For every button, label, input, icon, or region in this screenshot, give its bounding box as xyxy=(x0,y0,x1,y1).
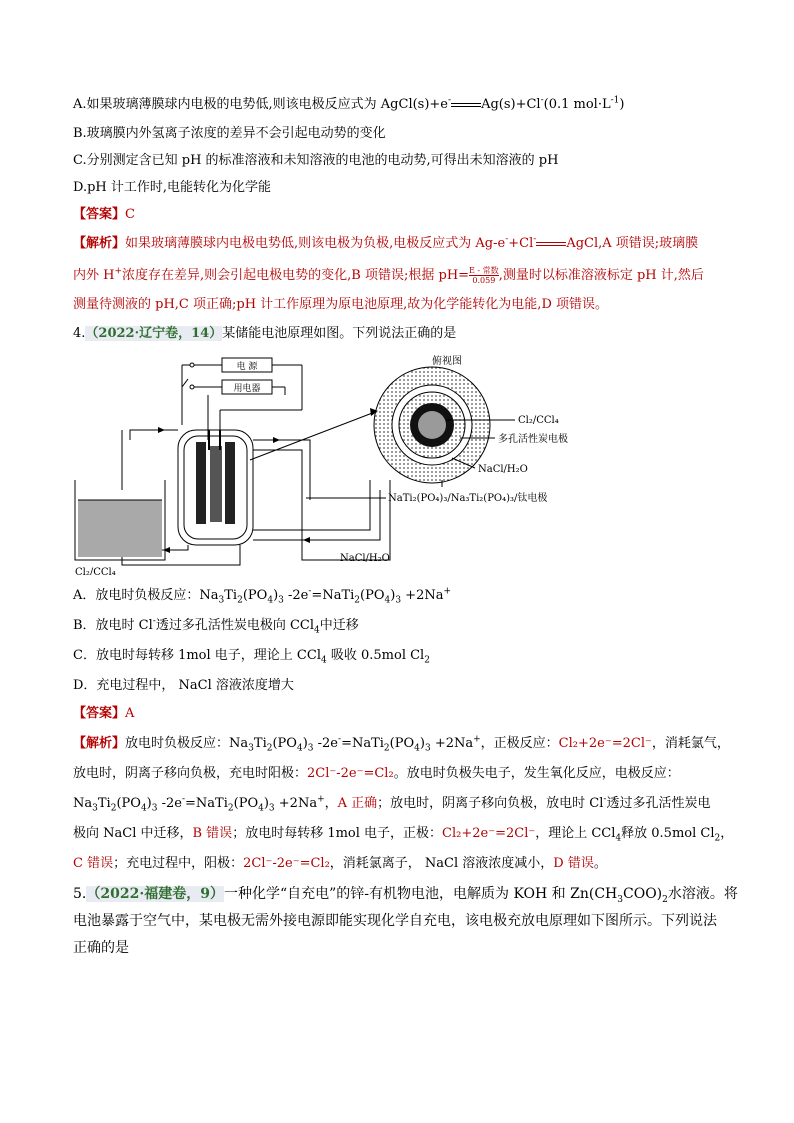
q4-analysis-line-2 xyxy=(73,765,680,783)
q4-analysis-5-a: C 错误 xyxy=(73,856,114,871)
q5-stem-line-3: 正确的是 xyxy=(73,940,129,956)
q4-analysis-line-3: $Na_3Ti_2(PO_4)_3$ $-2e^-=NaTi_2(PO_4)_3 +2Na^+$，A 正确；放电时，阴离子移向负极，放电时 Cl-透过多孔活性炭电 xyxy=(73,794,711,814)
q4-analysis-1-mid: ，正极反应： xyxy=(480,736,559,751)
q4-analysis-5-c: ，消耗氯离子， NaCl 溶液浓度减小， xyxy=(329,856,554,871)
q4-option-c-a: C．放电时每转移 1mol 电子，理论上 CCl xyxy=(73,648,321,663)
q3-answer xyxy=(73,206,135,224)
q4-analysis-4-a: 极向 NaCl 中迁移， xyxy=(73,826,193,841)
q4-stem-text: 某储能电池原理如图。下列说法正确的是 xyxy=(222,326,457,341)
q4-analysis-3-mid: ， xyxy=(324,796,338,811)
q4-analysis-4-red: Cl₂+2e⁻=2Cl⁻ xyxy=(442,826,536,841)
q4-analysis-2-red: 2Cl⁻-2e⁻=Cl₂ xyxy=(307,766,394,781)
q3-answer-value: C xyxy=(125,207,135,222)
q5-source: （2022·福建卷，9） xyxy=(86,886,224,902)
q4-analysis-5-d: D 错误 xyxy=(553,856,594,871)
right-beaker xyxy=(302,480,390,560)
right-beaker-label: NaCl/H₂O xyxy=(340,553,390,564)
power-label: 电 源 xyxy=(236,362,258,372)
q4-analysis-2-pre: 放电时，阴离子移向负极，充电时阳极： xyxy=(73,766,308,781)
appliance-label: 用电器 xyxy=(233,384,261,394)
q3-option-d: D.pH 计工作时,电能转化为化学能 xyxy=(73,180,272,195)
nacl-label: NaCl/H₂O xyxy=(478,464,528,475)
q4-option-a-text: A．放电时负极反应： xyxy=(73,588,200,603)
q4-analysis-3-end: ；放电时，阴离子移向负极，放电时 Cl xyxy=(377,796,604,811)
cell xyxy=(178,430,253,545)
fraction-numerator: E - 常数 xyxy=(469,266,499,275)
q3-analysis-1a: 如果玻璃薄膜球内电极电势低,则该电极为负极,电极反应式为 Ag-e xyxy=(125,236,506,251)
q4-analysis-line-4: 极向 NaCl 中迁移，B 错误；放电时每转移 1mol 电子，正极：Cl₂+2e⁻=2Cl⁻，理论上 CCl$_4$释放 0.5mol $Cl_2$， xyxy=(73,826,734,844)
q4-analysis-4-e: 释放 0.5mol Cl xyxy=(621,826,715,841)
carbon-electrode-label: 多孔活性炭电极 xyxy=(498,434,568,445)
analysis-tag: 【解析】 xyxy=(73,736,126,751)
left-beaker-label: Cl₂/CCl₄ xyxy=(75,567,116,575)
q3-option-a: A.如果玻璃薄膜球内电极的电势低,则该电极反应式为 AgCl(s)+e- Ag(s)+Cl-(0.1 $mol\cdot L^{-1}$) xyxy=(73,95,625,112)
q4-analysis-line-1: 【解析】放电时负极反应：$Na_3Ti_2(PO_4)_3$ $-2e^-=NaTi_2(PO_4)_3 +2Na^+$，正极反应：Cl₂+2e⁻=2Cl⁻，消耗氯气， xyxy=(73,734,730,754)
q4-analysis-3-end2: 透过多孔活性炭电 xyxy=(606,796,711,811)
q4-stem xyxy=(73,325,456,343)
q3-option-a-end: (0.1 mol·L xyxy=(543,97,611,112)
q5-stem-b: 水溶液。将 xyxy=(667,886,738,902)
equilibrium-sign xyxy=(536,239,566,249)
answer-tag: 【答案】 xyxy=(73,706,126,721)
q4-analysis-5-b: ；充电过程中，阳极： xyxy=(113,856,244,871)
q4-analysis-5-e: 。 xyxy=(593,856,607,871)
answer-tag: 【答案】 xyxy=(73,207,126,222)
q4-analysis-2-end: 。放电时负极失电子，发生氧化反应，电极反应： xyxy=(393,766,680,781)
left-beaker xyxy=(75,480,165,560)
ti-electrode-label: NaTi₂(PO₄)₃/Na₃Ti₂(PO₄)₃/钛电极 xyxy=(388,493,548,504)
fraction-denominator: 0.059 xyxy=(472,276,496,285)
top-view-rings xyxy=(374,367,490,483)
q3-analysis-2b: 浓度存在差异,则会引起电极电势的变化,B 项错误;根据 pH= xyxy=(122,268,470,283)
q4-analysis-line-5 xyxy=(73,855,607,873)
q5-number: 5. xyxy=(73,886,87,902)
q3-option-a-tail: Ag(s)+Cl xyxy=(481,97,541,112)
top-view-label: 俯视图 xyxy=(432,356,462,367)
q4-analysis-3-red: A 正确 xyxy=(337,796,378,811)
q3-option-b: B.玻璃膜内外氢离子浓度的差异不会引起电动势的变化 xyxy=(73,126,386,141)
q4-option-b-b: 透过多孔活性炭电极向 CCl xyxy=(155,618,315,633)
q4-option-d: D．充电过程中， NaCl 溶液浓度增大 xyxy=(73,678,294,693)
q4-option-c-b: 吸收 0.5mol Cl xyxy=(330,648,425,663)
q4-option-b-c: 中迁移 xyxy=(319,618,359,633)
q4-option-b: B．放电时 Cl-透过多孔活性炭电极向 CCl$_4$中迁移 xyxy=(73,616,359,636)
battery-diagram xyxy=(70,350,630,575)
q3-analysis-line-2: 内外 H+浓度存在差异,则会引起电极电势的变化,B 项错误;根据 pH= $\frac{\text{E - 常数}}{0.059}$ ,测量时以标准溶液标定 pH 计,然后 xyxy=(73,266,704,285)
q3-analysis-2a: 内外 H xyxy=(73,268,115,283)
ph-fraction xyxy=(469,266,499,285)
q4-answer-value: A xyxy=(125,706,135,721)
equilibrium-sign xyxy=(451,100,481,110)
q3-analysis-2c: ,测量时以标准溶液标定 pH 计,然后 xyxy=(498,268,704,283)
q4-answer xyxy=(73,705,134,723)
q4-option-a: A．放电时负极反应：$Na_3Ti_2(PO_4)_3$ $-2e^-=NaTi_2(PO_4)_3 +2Na^+$ xyxy=(73,586,452,606)
q3-option-a-text: A.如果玻璃薄膜球内电极的电势低,则该电极反应式为 AgCl(s)+e xyxy=(73,97,449,112)
q5-stem-a: 一种化学“自充电”的锌-有机物电池，电解质为 KOH 和 Zn xyxy=(223,886,589,902)
cl2-label: Cl₂/CCl₄ xyxy=(518,415,559,426)
q4-analysis-1-pre: 放电时负极反应： xyxy=(125,736,230,751)
q3-analysis-1b: AgCl,A 项错误;玻璃膜 xyxy=(566,236,699,251)
q4-analysis-4-c: ；放电时每转移 1mol 电子，正极： xyxy=(232,826,443,841)
q3-analysis-line-1: 【解析】如果玻璃薄膜球内电极电势低,则该电极为负极,电极反应式为 Ag-e-+Cl- AgCl,A 项错误;玻璃膜 xyxy=(73,234,699,251)
q4-analysis-1-end: ，消耗氯气， xyxy=(651,736,730,751)
q4-analysis-4-b: B 错误 xyxy=(192,826,233,841)
q3-analysis-line-3: 测量待测液的 pH,C 项正确;pH 计工作原理为原电池原理,故为化学能转化为电能,D 项错误。 xyxy=(73,297,608,312)
q4-analysis-1-red: Cl₂+2e⁻=2Cl⁻ xyxy=(558,736,652,751)
flow-arrow-icons xyxy=(158,408,378,553)
q5-stem-line-1: 5.（2022·福建卷，9）一种化学“自充电”的锌-有机物电池，电解质为 KOH 和 $Zn(CH_3COO)_2$水溶液。将 xyxy=(73,886,738,905)
q4-number: 4. xyxy=(73,326,86,341)
q4-option-b-a: B．放电时 Cl xyxy=(73,618,153,633)
q3-option-c: C.分别测定含已知 pH 的标准溶液和未知溶液的电池的电动势,可得出未知溶液的 pH xyxy=(73,153,559,168)
q5-stem-line-2: 电池暴露于空气中，某电极无需外接电源即能实现化学自充电，该电极充放电原理如下图所示。下列说法 xyxy=(73,913,717,929)
q4-option-c: C．放电时每转移 1mol 电子，理论上 CCl$_4$ 吸收 0.5mol $Cl_2$ xyxy=(73,648,430,666)
q4-analysis-5-red: 2Cl⁻-2e⁻=Cl₂ xyxy=(243,856,330,871)
analysis-tag: 【解析】 xyxy=(73,236,126,251)
q4-source: （2022·辽宁卷，14） xyxy=(85,326,223,341)
q4-analysis-4-d: ，理论上 CCl xyxy=(535,826,616,841)
